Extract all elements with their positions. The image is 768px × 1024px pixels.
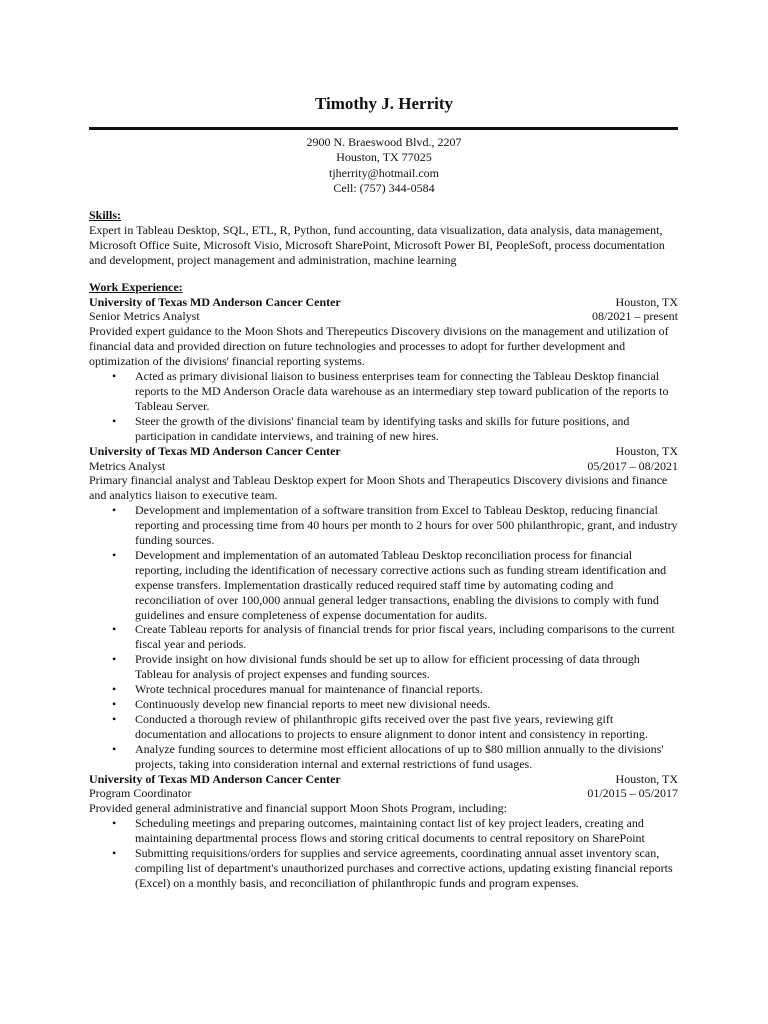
candidate-name: Timothy J. Herrity: [314, 94, 454, 113]
skills-text: Expert in Tableau Desktop, SQL, ETL, R, Python, fund accounting, data visualization, data analysis, data management, Microsoft Office Suite, Microsoft Visio, Microsoft SharePoint, Microsoft Power BI, PeopleSoft, process documentation and development, project management and administration, machine learning: [89, 222, 665, 267]
job-bullet: • Steer the growth of the divisions' financial team by identifying tasks and skills for future positions, and participation in candidate interviews, and training of new hires.: [89, 414, 678, 444]
header-divider: [89, 127, 678, 130]
job-bullet: • Provide insight on how divisional funds should be set up to allow for efficient processing of data through Tableau for analysis of project expenses and funding sources.: [89, 652, 678, 682]
job-bullet: • Continuously develop new financial reports to meet new divisional needs.: [89, 697, 678, 712]
job-organization: University of Texas MD Anderson Cancer Center: [89, 771, 341, 786]
job-bullet: • Development and implementation of an automated Tableau Desktop reconciliation process for financial reporting, including the identification of necessary corrective actions such as funding stream identification and expense transfers. Implementation drastically reduced required staff time by automating coding and reconciliation of over 100,000 annual general ledger transactions, enabling the divisions to comply with fund guidelines and ensure completeness of expense documentation for audits.: [89, 548, 678, 623]
job-summary: Provided expert guidance to the Moon Shots and Therepeutics Discovery divisions on the management and utilization of financial data and provided direction on future technologies and processes to adopt for further development and optimization of the divisions' financial reporting systems.: [89, 324, 669, 369]
phone-number: Cell: (757) 344-0584: [333, 180, 435, 195]
job-summary: Primary financial analyst and Tableau Desktop expert for Moon Shots and Therapeutics Discovery divisions and finance and analytics liaison to executive team.: [89, 473, 668, 503]
job-location: Houston, TX: [615, 443, 678, 458]
job-bullet: • Scheduling meetings and preparing outcomes, maintaining contact list of key project leaders, creating and maintaining departmental process flows and storing critical documents to central repository on SharePoint: [89, 816, 678, 846]
job-bullet: • Create Tableau reports for analysis of financial trends for prior fiscal years, including comparisons to the current fiscal year and periods.: [89, 622, 678, 652]
job-entry: [89, 295, 678, 444]
address-line-1: 2900 N. Braeswood Blvd., 2207: [306, 135, 462, 149]
job-title: Metrics Analyst: [89, 458, 166, 473]
resume-body: [89, 208, 678, 891]
job-bullet: • Analyze funding sources to determine most efficient allocations of up to $80 million annually to the divisions' projects, taking into consideration internal and external restrictions of fund usages.: [89, 742, 678, 772]
job-organization: University of Texas MD Anderson Cancer Center: [89, 443, 341, 458]
email-address: tjherrity@hotmail.com: [328, 165, 440, 180]
job-title: Senior Metrics Analyst: [89, 309, 200, 324]
contact-block: [0, 135, 768, 196]
job-bullet-list: [89, 503, 678, 771]
job-location: Houston, TX: [615, 294, 678, 309]
job-bullet: • Acted as primary divisional liaison to business enterprises team for connecting the Tableau Desktop financial reports to the MD Anderson Oracle data warehouse as an intermediary step toward publication of the reports to Tableau Server.: [89, 369, 678, 414]
job-summary: Provided general administrative and financial support Moon Shots Program, including:: [89, 801, 507, 816]
job-bullet-list: [89, 816, 678, 891]
job-entry: [89, 444, 678, 772]
job-bullet: • Wrote technical procedures manual for maintenance of financial reports.: [89, 682, 678, 697]
job-title: Program Coordinator: [89, 786, 192, 801]
work-experience-heading: Work Experience:: [89, 279, 183, 294]
job-dates: 01/2015 – 05/2017: [587, 786, 678, 801]
job-bullet: • Submitting requisitions/orders for supplies and service agreements, coordinating annual asset inventory scan, compiling list of department's unauthorized purchases and corrective actions, updating existing financial reports (Excel) on a monthly basis, and reconciliation of philanthropic funds and program expenses.: [89, 846, 678, 891]
address-line-2: Houston, TX 77025: [336, 150, 432, 165]
job-entry: [89, 772, 678, 891]
job-bullet: • Conducted a thorough review of philanthropic gifts received over the past five years, reviewing gift documentation and allocations to projects to ensure alignment to donor intent and consistency in reporting.: [89, 712, 678, 742]
job-bullet-list: [89, 369, 678, 444]
job-organization: University of Texas MD Anderson Cancer Center: [89, 294, 341, 309]
job-dates: 05/2017 – 08/2021: [587, 458, 678, 473]
skills-heading: Skills:: [89, 208, 122, 222]
job-dates: 08/2021 – present: [592, 309, 678, 324]
job-bullet: • Development and implementation of a software transition from Excel to Tableau Desktop, reducing financial reporting and processing time from 40 hours per month to 2 hours for over 500 philanthropic, grant, and industry funding sources.: [89, 503, 678, 548]
job-location: Houston, TX: [615, 771, 678, 786]
